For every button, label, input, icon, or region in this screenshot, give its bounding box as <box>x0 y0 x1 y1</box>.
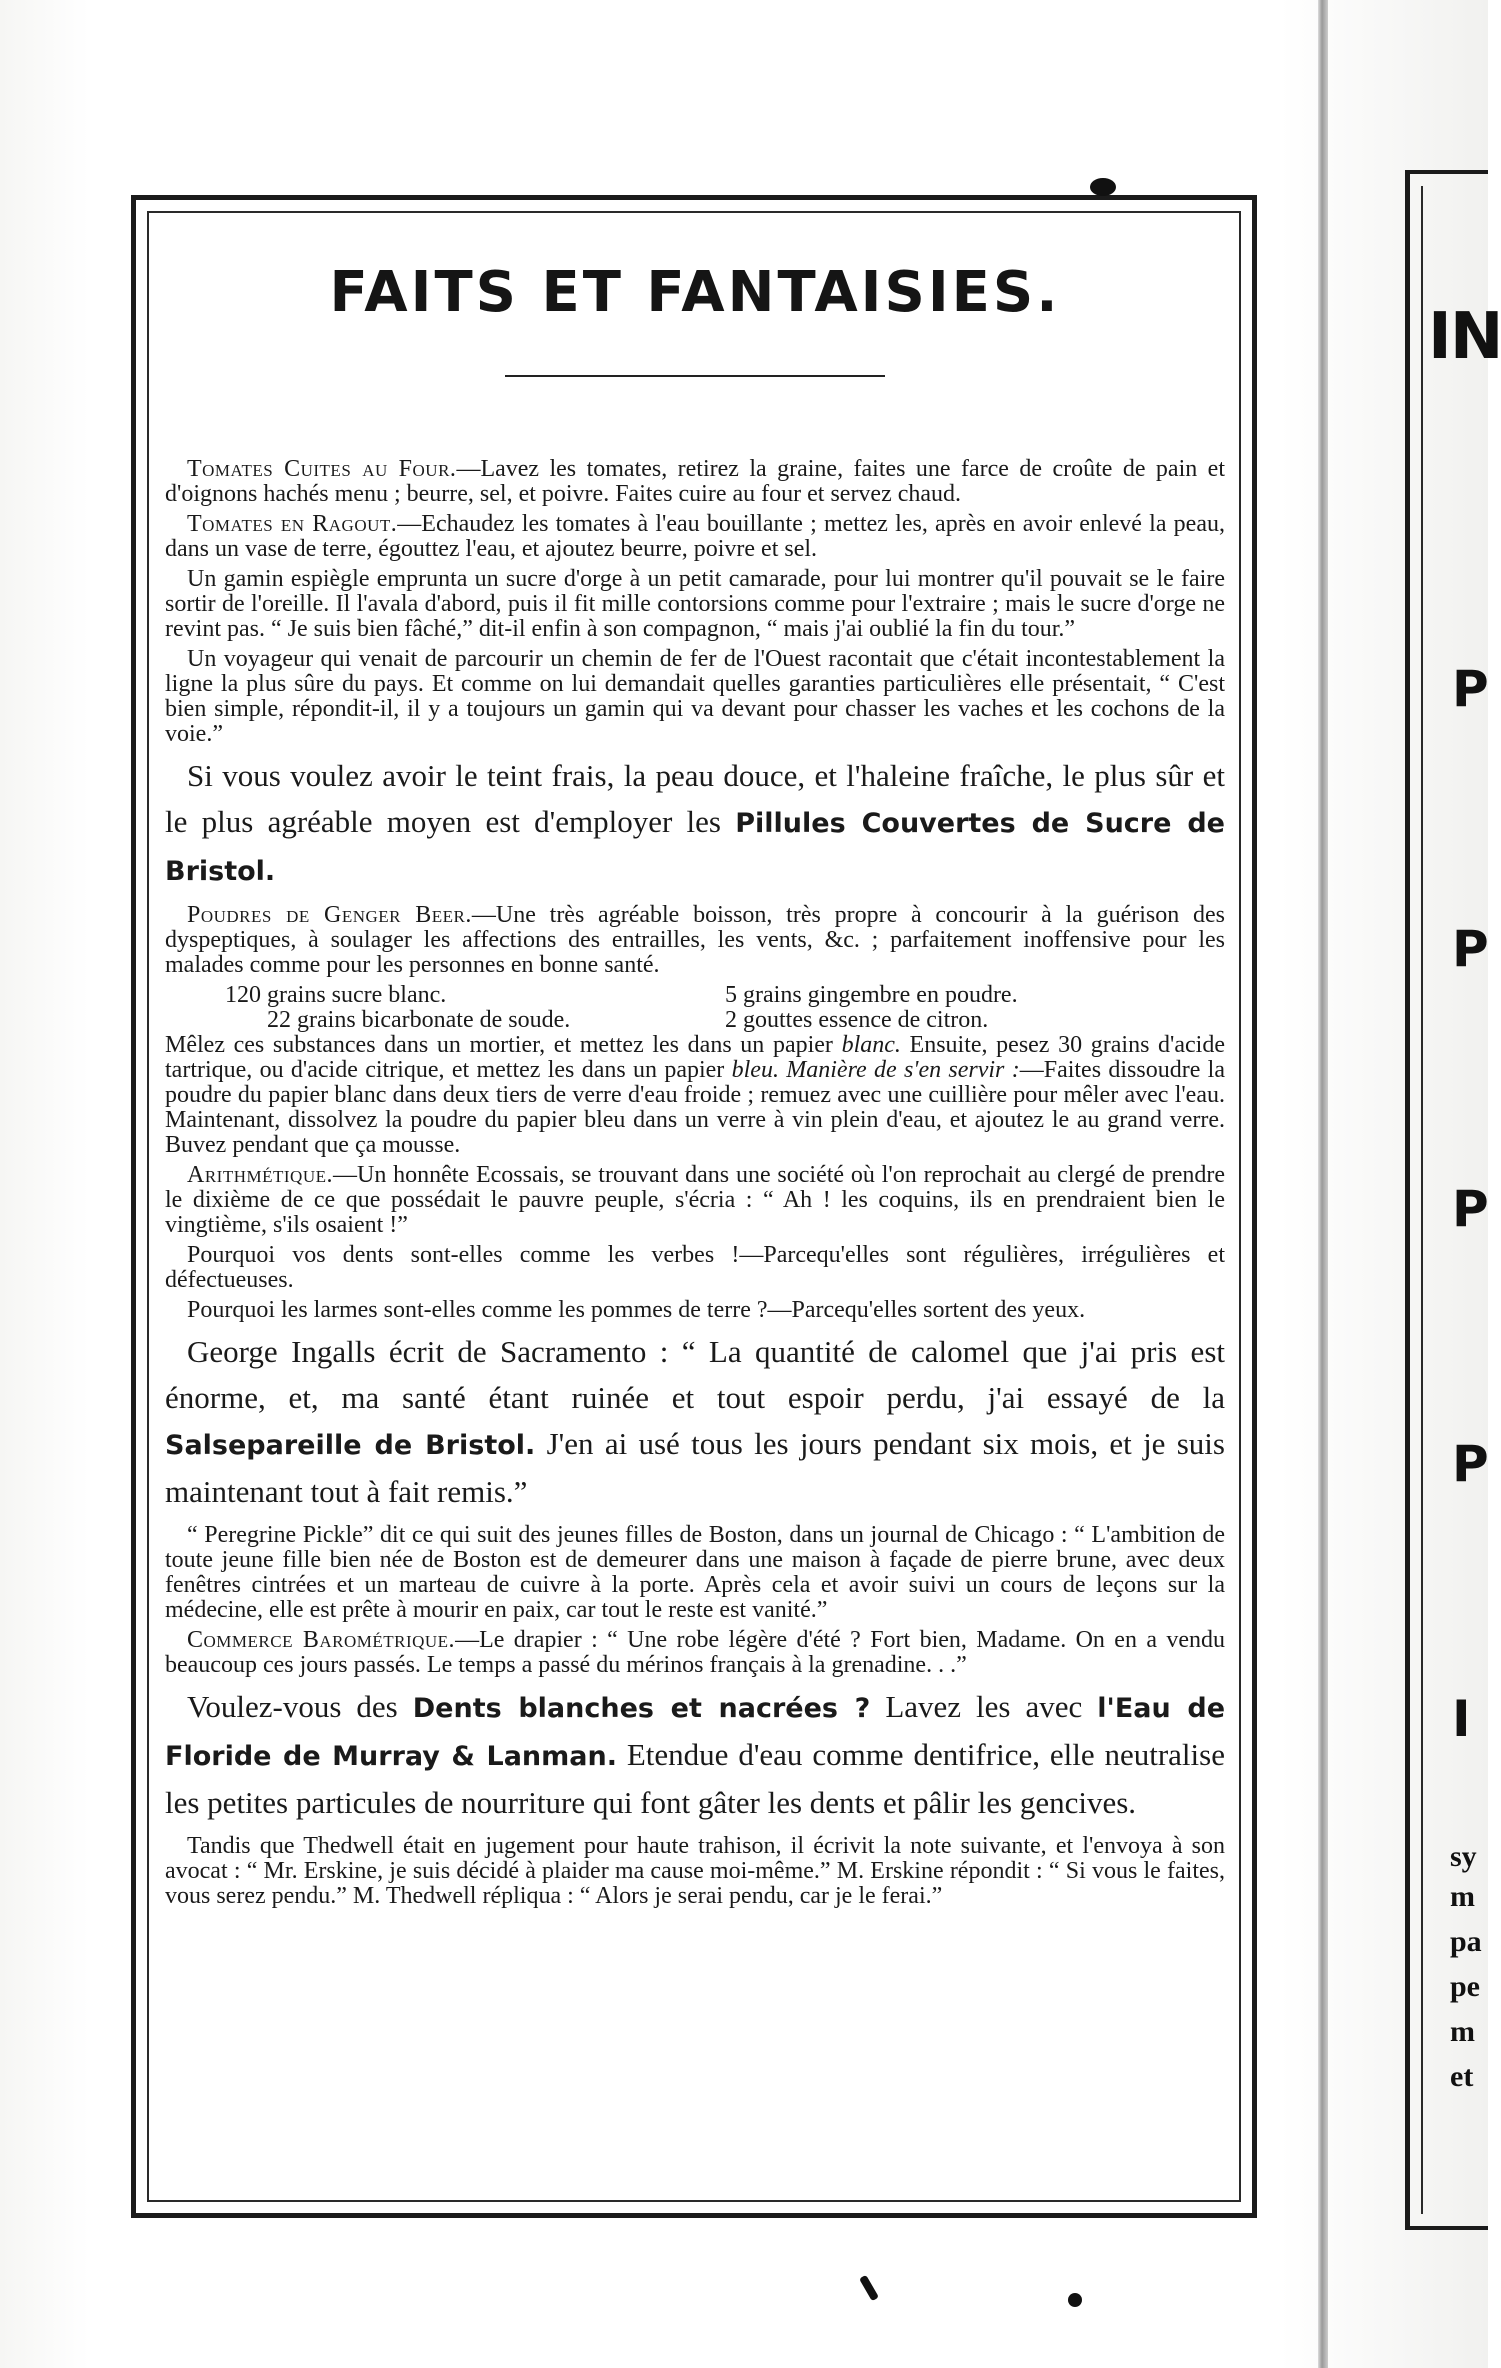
paragraph-voyageur: Un voyageur qui venait de parcourir un chemin de fer de l'Ouest racontait que c'était incontestablement la ligne la plus sûre du pays. Et comme on lui demandait quelles garanties particulières elle présentait, “ C'est bien simple, répondit-il, il y a toujours un gamin qui va devant pour chasser les vaches et les cochons de la voie.” <box>165 646 1225 747</box>
paragraph-arithmetique: Arithmétique.—Un honnête Ecossais, se trouvant dans une société où l'on reprochait au clergé de prendre le dixième de ce que possédait le pauvre peuple, s'écria : “ Ah ! les coquins, ils en prendraient bien le vingtième, s'ils osaient !” <box>165 1162 1225 1238</box>
page-content <box>165 250 1225 1914</box>
recipe-item: 5 grains gingembre en poudre. <box>725 982 1018 1008</box>
ad-eau-floride-product: l'Eau de Floride de Murray & Lanman. <box>165 1693 1226 1772</box>
heading-arithmetique: Arithmétique. <box>187 1162 333 1188</box>
heading-commerce: Commerce Barométrique. <box>187 1627 456 1653</box>
ad-pillules-product: Pillules Couvertes de Sucre de Bristol. <box>165 808 1225 887</box>
paragraph-tomates-ragout: Tomates en Ragout.—Echaudez les tomates à l'eau bouillante ; mettez les, après en avoir enlevé la peau, dans un vase de terre, égouttez l'eau, et ajoutez beurre, poivre et sel. <box>165 511 1225 562</box>
paragraph-peregrine: “ Peregrine Pickle” dit ce qui suit des jeunes filles de Boston, dans un journal de Chicago : “ L'ambition de toute jeune fille bien née de Boston est de demeurer dans une maison à façade de pierre brune, avec deux fenêtres cintrées et un marteau de cuivre à la porte. Après cela et avoir suivi un cours de leçons sur la médecine, elle est prête à mourir en paix, car tout le reste est vanité.” <box>165 1522 1225 1623</box>
heading-tomates-ragout: Tomates en Ragout. <box>187 511 398 537</box>
ad-salsepareille-product: Salsepareille de Bristol. <box>165 1430 536 1461</box>
ad-eau-floride: Voulez-vous des Dents blanches et nacrées ? Lavez les avec l'Eau de Floride de Murray & Lanman. Etendue d'eau comme dentifrice, elle neutralise les petites particules de nourriture qui font gâter les dents et pâlir les gencives. <box>165 1689 1226 1820</box>
recipe-list <box>165 983 1225 1033</box>
adjacent-word: m <box>1450 1880 1475 1913</box>
adjacent-letter: P <box>1452 920 1489 978</box>
adjacent-letter: P <box>1452 660 1489 718</box>
adjacent-heading: IN <box>1428 300 1501 374</box>
recipe-item: 120 grains sucre blanc. <box>225 982 447 1008</box>
adjacent-letter: P <box>1452 1435 1489 1493</box>
adjacent-letter: I <box>1452 1690 1471 1748</box>
paragraph-commerce: Commerce Barométrique.—Le drapier : “ Une robe légère d'été ? Fort bien, Madame. On en a vendu beaucoup ces jours passés. Le temps a passé du mérinos français à la grenadine. . .” <box>165 1627 1225 1678</box>
adjacent-word: m <box>1450 2015 1475 2048</box>
paragraph-tomates-four: Tomates Cuites au Four.—Lavez les tomates, retirez la graine, faites une farce de croûte de pain et d'oignons hachés menu ; beurre, sel, et poivre. Faites cuire au four et servez chaud. <box>165 456 1226 507</box>
book-spine <box>1318 0 1328 2368</box>
heading-tomates-four: Tomates Cuites au Four. <box>187 456 457 482</box>
heading-genger-beer: Poudres de Genger Beer. <box>187 902 472 928</box>
adjacent-word: pa <box>1450 1925 1482 1958</box>
adjacent-word: pe <box>1450 1970 1480 2003</box>
title-rule <box>505 375 885 377</box>
paragraph-thedwell: Tandis que Thedwell était en jugement pour haute trahison, il écrivit la note suivante, et l'envoya à son avocat : “ Mr. Erskine, je suis décidé à plaider ma cause moi-même.” M. Erskine répondit : “ Si vous le faites, vous serez pendu.” M. Thedwell répliqua : “ Alors je serai pendu, car je le ferai.” <box>165 1833 1225 1909</box>
paragraph-larmes: Pourquoi les larmes sont-elles comme les pommes de terre ?—Parcequ'elles sortent des yeux. <box>187 1297 1086 1323</box>
adjacent-word: sy <box>1450 1840 1477 1873</box>
ad-pillules: Si vous voulez avoir le teint frais, la peau douce, et l'haleine fraîche, le plus sûr et le plus agréable moyen est d'employer les Pillules Couvertes de Sucre de Bristol. <box>165 758 1225 887</box>
adjacent-word: et <box>1450 2060 1474 2093</box>
recipe-item: 2 gouttes essence de citron. <box>725 1007 989 1033</box>
page-title: FAITS ET FANTAISIES. <box>329 260 1061 325</box>
recipe-item: 22 grains bicarbonate de soude. <box>267 1007 571 1033</box>
ink-speck <box>1090 178 1116 196</box>
adjacent-letter: P <box>1452 1180 1489 1238</box>
paragraph-genger-beer: Poudres de Genger Beer.—Une très agréable boisson, très propre à concourir à la guérison des dyspeptiques, à soulager les affections des entrailles, les vents, &c. ; parfaitement inoffensive pour les malades comme pour les personnes en bonne santé. <box>165 902 1225 978</box>
ad-dents-blanches: Dents blanches et nacrées ? <box>412 1693 871 1724</box>
paragraph-verbes: Pourquoi vos dents sont-elles comme les verbes !—Parcequ'elles sont régulières, irrégulières et défectueuses. <box>165 1242 1225 1293</box>
ad-salsepareille: George Ingalls écrit de Sacramento : “ La quantité de calomel que j'ai pris est énorme, et, ma santé étant ruinée et tout espoir perdu, j'ai essayé de la Salsepareille de Bristol. J'en ai usé tous les jours pendant six mois, et je suis maintenant tout à fait remis.” <box>165 1334 1225 1509</box>
paragraph-instructions: Mêlez ces substances dans un mortier, et mettez les dans un papier blanc. Ensuite, pesez 30 grains d'acide tartrique, ou d'acide citrique, et mettez les dans un papier bleu. Manière de s'en servir :—Faites dissoudre la poudre du papier blanc dans deux tiers de verre d'eau froide ; remuez avec une cuillière pour mêler avec l'eau. Maintenant, dissolvez la poudre du papier bleu dans un verre à vin plein d'eau, et ajoutez le au grand verre. Buvez pendant que ça mousse. <box>165 1032 1225 1158</box>
ink-speck <box>1068 2293 1082 2307</box>
paragraph-gamin: Un gamin espiègle emprunta un sucre d'orge à un petit camarade, pour lui montrer qu'il pouvait se le faire sortir de l'oreille. Il l'avala d'abord, puis il fit mille contorsions comme pour l'extraire ; mais le sucre d'orge ne revint pas. “ Je suis bien fâché,” dit-il enfin à son compagnon, “ mais j'ai oublié la fin du tour.” <box>165 566 1225 642</box>
